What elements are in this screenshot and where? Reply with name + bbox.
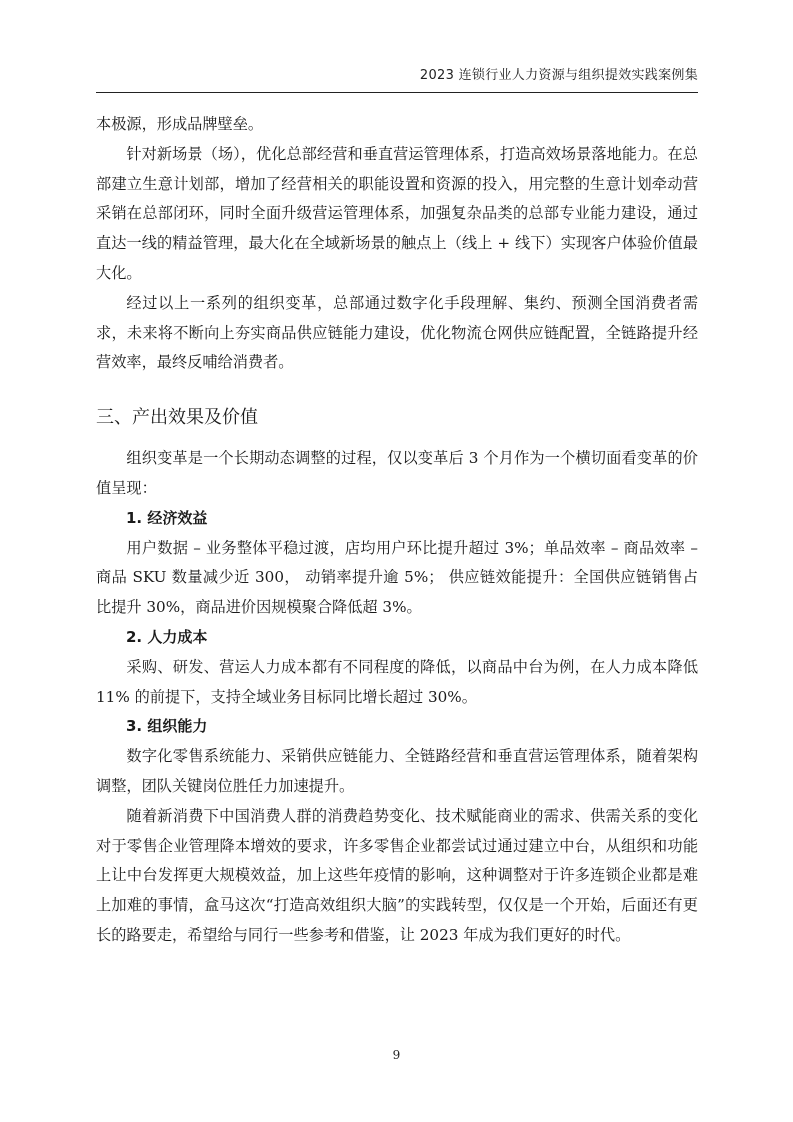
page-body	[96, 110, 698, 951]
section-intro: 组织变革是一个长期动态调整的过程，仅以变革后 3 个月作为一个横切面看变革的价值呈现：	[96, 449, 698, 497]
running-header: 2023 连锁行业人力资源与组织提效实践案例集	[419, 68, 698, 83]
header-divider	[96, 92, 698, 93]
subheading-labor-cost: 2. 人力成本	[126, 627, 208, 646]
subheading-economic-benefit: 1. 经济效益	[126, 508, 208, 527]
paragraph-economic-benefit: 用户数据 – 业务整体平稳过渡，店均用户环比提升超过 3%；单品效率 – 商品效率 – 商品 SKU 数量减少近 300， 动销率提升逾 5%； 供应链效能提升：全国供应链销售占比提升 30%，商品进价因规模聚合降低超 3%。	[96, 538, 698, 617]
subheading-org-capability: 3. 组织能力	[126, 717, 208, 736]
page-number: 9	[392, 1048, 401, 1062]
paragraph-org-change: 经过以上一系列的组织变革，总部通过数字化手段理解、集约、预测全国消费者需求，未来将不断向上夯实商品供应链能力建设，优化物流仓网供应链配置，全链路提升经营效率，最终反哺给消费者。	[96, 293, 698, 372]
section-heading: 三、产出效果及价值	[96, 407, 258, 429]
paragraph-org-capability: 数字化零售系统能力、采销供应链能力、全链路经营和垂直营运管理体系，随着架构调整，团队关键岗位胜任力加速提升。	[96, 747, 698, 795]
paragraph-new-scene: 针对新场景（场），优化总部经营和垂直营运管理体系，打造高效场景落地能力。在总部建立生意计划部，增加了经营相关的职能设置和资源的投入，用完整的生意计划牵动营采销在总部闭环，同时全面升级营运管理体系，加强复杂品类的总部专业能力建设，通过直达一线的精益管理，最大化在全域新场景的触点上（线上 + 线下）实现客户体验价值最大化。	[96, 144, 698, 282]
paragraph-continued: 本极源，形成品牌壁垒。	[96, 115, 264, 133]
paragraph-labor-cost: 采购、研发、营运人力成本都有不同程度的降低，以商品中台为例，在人力成本降低 11% 的前提下，支持全域业务目标同比增长超过 30%。	[96, 657, 698, 706]
paragraph-closing: 随着新消费下中国消费人群的消费趋势变化、技术赋能商业的需求、供需关系的变化对于零售企业管理降本增效的要求，许多零售企业都尝试过通过建立中台，从组织和功能上让中台发挥更大规模效益，加上这些年疫情的影响，这种调整对于许多连锁企业都是难上加难的事情，盒马这次“打造高效组织大脑”的实践转型，仅仅是一个开始，后面还有更长的路要走，希望给与同行一些参考和借鉴，让 2023 年成为我们更好的时代。	[96, 806, 698, 944]
